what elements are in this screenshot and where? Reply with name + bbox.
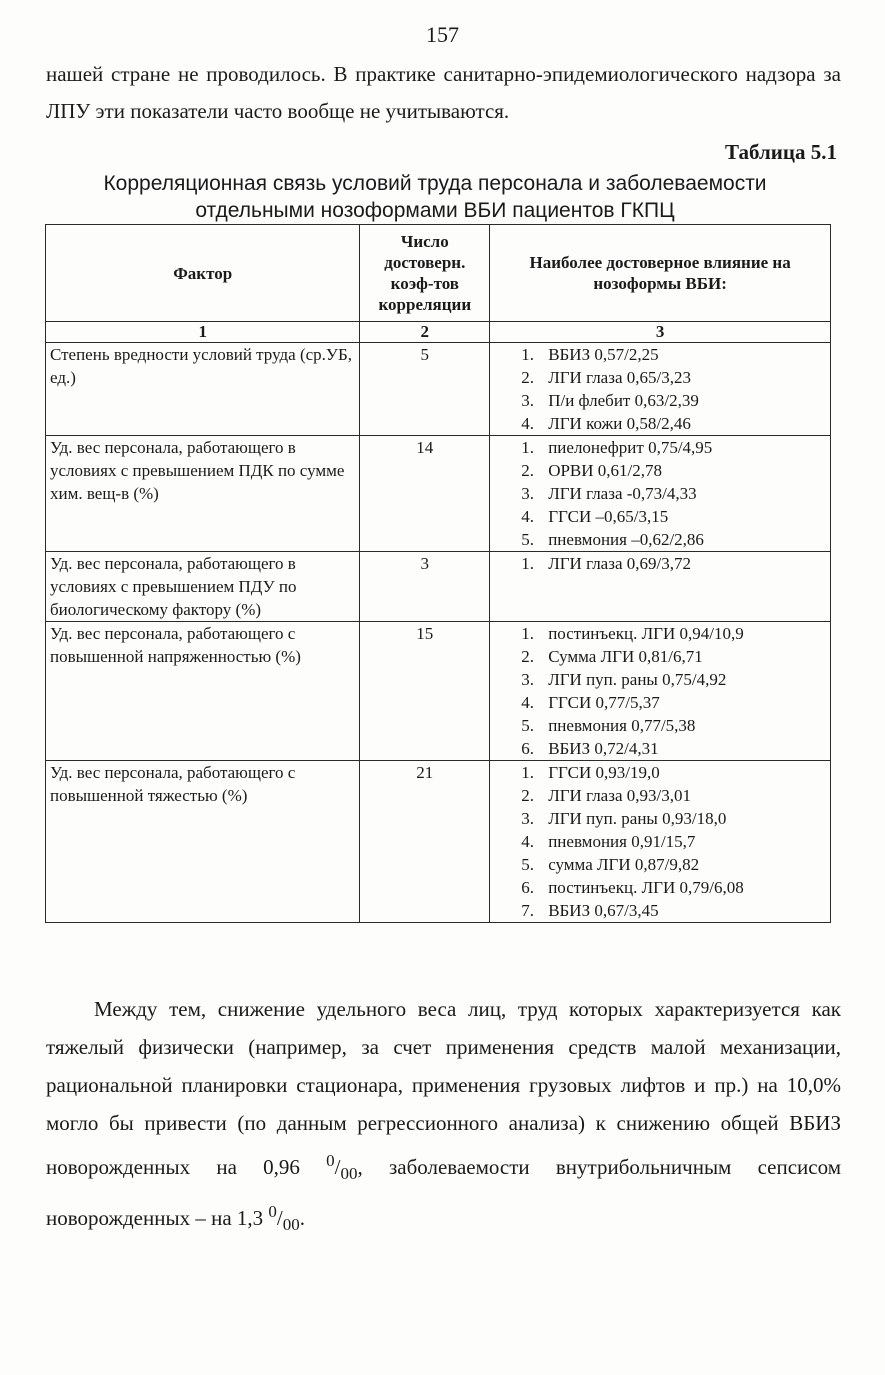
list-item: 3. ЛГИ пуп. раны 0,93/18,0 xyxy=(538,807,826,830)
column-number: 2 xyxy=(360,322,490,343)
header-effects: Наиболее достоверное влияние на нозоформы ВБИ: xyxy=(490,225,831,322)
list-item: 1. ЛГИ глаза 0,69/3,72 xyxy=(538,552,826,575)
permille-sub: 00 xyxy=(282,1215,300,1235)
effects-list xyxy=(494,622,826,760)
intro-paragraph xyxy=(46,56,841,130)
list-item: 4. ЛГИ кожи 0,58/2,46 xyxy=(538,412,826,435)
list-item: 2. ЛГИ глаза 0,93/3,01 xyxy=(538,784,826,807)
list-item: 2. ОРВИ 0,61/2,78 xyxy=(538,459,826,482)
permille-sup: 0 xyxy=(268,1202,277,1222)
effects-cell xyxy=(490,436,831,552)
table-row xyxy=(46,343,831,436)
factor-cell: Уд. вес персонала, работающего с повышенной тяжестью (%) xyxy=(46,761,360,923)
list-item: 4. пневмония 0,91/15,7 xyxy=(538,830,826,853)
table-header-row xyxy=(46,225,831,322)
table-row xyxy=(46,761,831,923)
count-cell: 14 xyxy=(360,436,490,552)
body-text-part: . xyxy=(299,1206,305,1231)
list-item: 3. П/и флебит 0,63/2,39 xyxy=(538,389,826,412)
table-row xyxy=(46,622,831,761)
page-number: 157 xyxy=(426,22,459,47)
intro-text: нашей стране не проводилось. В практике санитарно-эпидемиологического надзора за ЛПУ эти показатели часто вообще не учитываются. xyxy=(46,62,841,123)
list-item: 5. пневмония 0,77/5,38 xyxy=(538,714,826,737)
count-cell: 15 xyxy=(360,622,490,761)
table-row xyxy=(46,436,831,552)
permille-sup: 0 xyxy=(326,1151,335,1170)
column-number: 3 xyxy=(490,322,831,343)
table-row xyxy=(46,552,831,622)
factor-cell: Уд. вес персонала, работающего в условиях с превышением ПДУ по биологическому фактору (%) xyxy=(46,552,360,622)
factor-cell: Степень вредности условий труда (ср.УБ, ед.) xyxy=(46,343,360,436)
correlation-table xyxy=(45,224,831,923)
column-number-row xyxy=(46,322,831,343)
list-item: 1. пиелонефрит 0,75/4,95 xyxy=(538,436,826,459)
effects-list xyxy=(494,552,826,575)
list-item: 6. постинъекц. ЛГИ 0,79/6,08 xyxy=(538,876,826,899)
list-item: 3. ЛГИ пуп. раны 0,75/4,92 xyxy=(538,668,826,691)
count-cell: 5 xyxy=(360,343,490,436)
list-item: 3. ЛГИ глаза -0,73/4,33 xyxy=(538,482,826,505)
body-text-part: , заболеваемости внутрибольничным сепсисом новорожденных – на 1,3 xyxy=(46,1155,841,1231)
effects-cell xyxy=(490,761,831,923)
list-item: 4. ГГСИ –0,65/3,15 xyxy=(538,505,826,528)
effects-cell xyxy=(490,622,831,761)
list-item: 1. постинъекц. ЛГИ 0,94/10,9 xyxy=(538,622,826,645)
count-cell: 21 xyxy=(360,761,490,923)
effects-list xyxy=(494,343,826,435)
list-item: 2. Сумма ЛГИ 0,81/6,71 xyxy=(538,645,826,668)
list-item: 1. ВБИЗ 0,57/2,25 xyxy=(538,343,826,366)
permille-sub: 00 xyxy=(340,1164,358,1184)
effects-cell xyxy=(490,343,831,436)
list-item: 5. сумма ЛГИ 0,87/9,82 xyxy=(538,853,826,876)
effects-list xyxy=(494,436,826,551)
list-item: 4. ГГСИ 0,77/5,37 xyxy=(538,691,826,714)
body-paragraph xyxy=(46,990,841,1244)
effects-list xyxy=(494,761,826,922)
factor-cell: Уд. вес персонала, работающего с повышенной напряженностью (%) xyxy=(46,622,360,761)
column-number: 1 xyxy=(46,322,360,343)
table-caption: Корреляционная связь условий труда персонала и заболеваемости отдельными нозоформами ВБИ пациентов ГКПЦ xyxy=(103,172,767,222)
effects-cell xyxy=(490,552,831,622)
factor-cell: Уд. вес персонала, работающего в условиях с превышением ПДК по сумме хим. вещ-в (%) xyxy=(46,436,360,552)
list-item: 7. ВБИЗ 0,67/3,45 xyxy=(538,899,826,922)
header-count: Число достоверн. коэф-тов корреляции xyxy=(360,225,490,322)
body-text: Между тем, снижение удельного веса лиц, труд которых характеризуется как тяжелый физически (например, за счет применения средств малой механизации, рациональной планировки стационара, применения грузовых лифтов и пр.) на 10,0% могло бы привести (по данным регрессионного анализа) к снижению общей ВБИЗ новорожденных на 0,96 $^0/_{00}$, заболеваемости внутрибольничным сепсисом новорожденных – на 1,3 $^0/_{00}$. xyxy=(46,997,841,1235)
list-item: 6. ВБИЗ 0,72/4,31 xyxy=(538,737,826,760)
list-item: 1. ГГСИ 0,93/19,0 xyxy=(538,761,826,784)
list-item: 2. ЛГИ глаза 0,65/3,23 xyxy=(538,366,826,389)
table-label: Таблица 5.1 xyxy=(725,140,837,164)
list-item: 5. пневмония –0,62/2,86 xyxy=(538,528,826,551)
body-text-part: Между тем, снижение удельного веса лиц, труд которых характеризуется как тяжелый физически (например, за счет применения средств малой механизации, рациональной планировки стационара, применения грузовых лифтов и пр.) на 10,0% могло бы привести (по данным регрессионного анализа) к снижению общей ВБИЗ новорожденных на 0,96 xyxy=(46,997,841,1179)
header-factor: Фактор xyxy=(46,225,360,322)
count-cell: 3 xyxy=(360,552,490,622)
